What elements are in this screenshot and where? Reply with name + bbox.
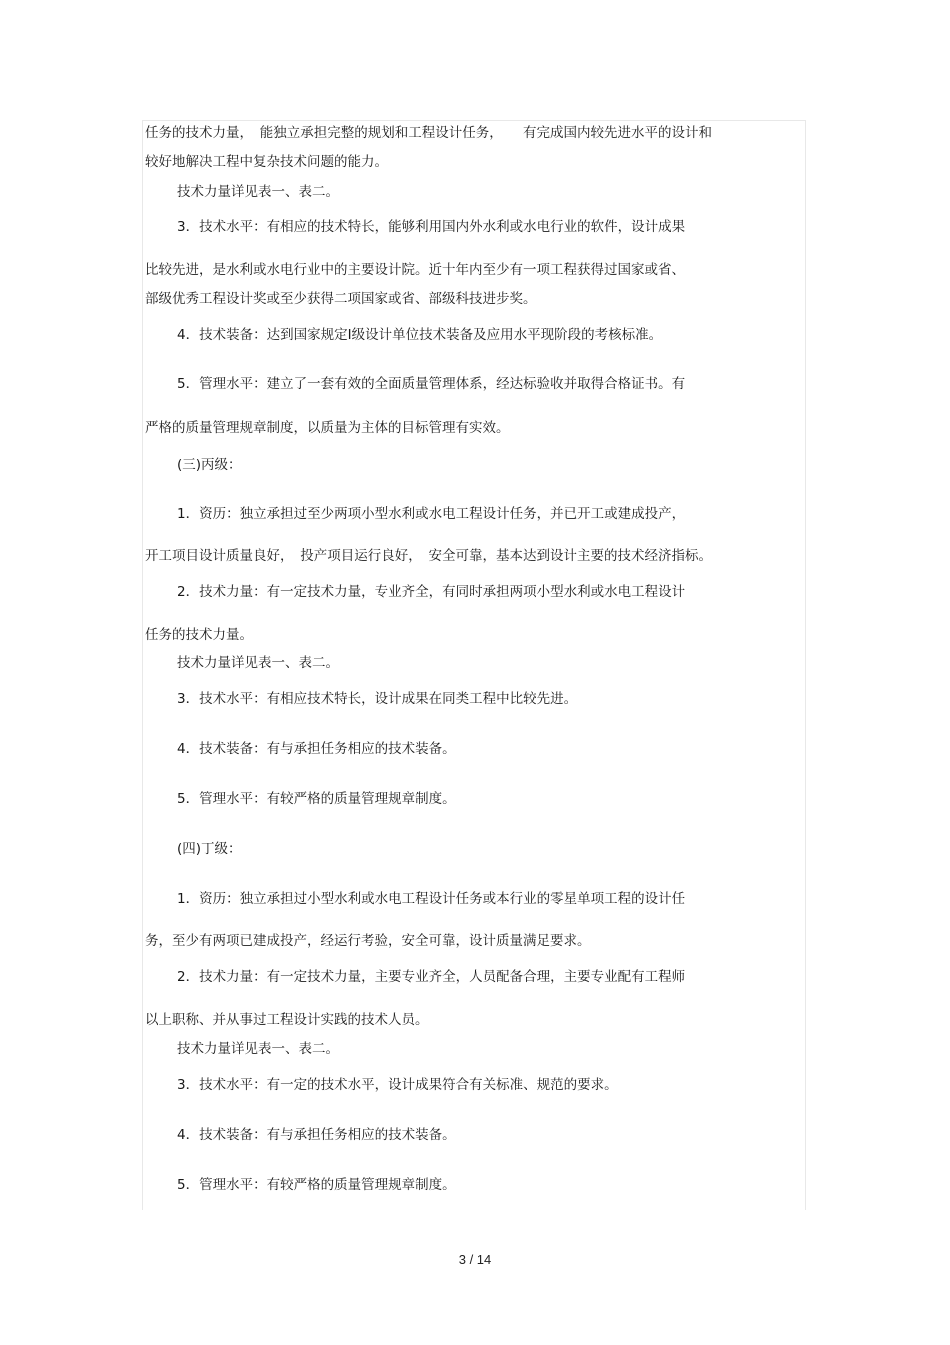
body-line: 任务的技术力量， 能独立承担完整的规划和工程设计任务， 有完成国内较先进水平的设计和 <box>145 125 712 141</box>
body-line: 务，至少有两项已建成投产，经运行考验，安全可靠，设计质量满足要求。 <box>145 933 591 949</box>
body-line: 5．管理水平：建立了一套有效的全面质量管理体系，经达标验收并取得合格证书。有 <box>177 376 686 392</box>
body-line: 3．技术水平：有相应的技术特长，能够利用国内外水利或水电行业的软件，设计成果 <box>177 219 686 235</box>
body-line: 5．管理水平：有较严格的质量管理规章制度。 <box>177 1177 456 1193</box>
body-line: 比较先进，是水利或水电行业中的主要设计院。近十年内至少有一项工程获得过国家或省、 <box>145 262 685 278</box>
body-line: 严格的质量管理规章制度，以质量为主体的目标管理有实效。 <box>145 420 510 436</box>
body-line: 4．技术装备：达到国家规定Ⅰ级设计单位技术装备及应用水平现阶段的考核标准。 <box>177 327 663 343</box>
section-heading: (四)丁级： <box>177 841 242 857</box>
body-line: 1．资历：独立承担过至少两项小型水利或水电工程设计任务，并已开工或建成投产， <box>177 506 686 522</box>
body-line: 3．技术水平：有一定的技术水平，设计成果符合有关标准、规范的要求。 <box>177 1077 618 1093</box>
body-line: 2．技术力量：有一定技术力量，主要专业齐全，人员配备合理，主要专业配有工程师 <box>177 969 686 985</box>
body-line: 较好地解决工程中复杂技术问题的能力。 <box>145 154 388 170</box>
body-line: 1．资历：独立承担过小型水利或水电工程设计任务或本行业的零星单项工程的设计任 <box>177 891 686 907</box>
body-line: 部级优秀工程设计奖或至少获得二项国家或省、部级科技进步奖。 <box>145 291 537 307</box>
page-number: 3 / 14 <box>458 1252 492 1267</box>
section-heading: (三)丙级： <box>177 457 242 473</box>
body-line: 5．管理水平：有较严格的质量管理规章制度。 <box>177 791 456 807</box>
body-line: 技术力量详见表一、表二。 <box>177 655 339 671</box>
body-line: 以上职称、并从事过工程设计实践的技术人员。 <box>145 1012 429 1028</box>
body-line: 技术力量详见表一、表二。 <box>177 1041 339 1057</box>
body-line: 4．技术装备：有与承担任务相应的技术装备。 <box>177 741 456 757</box>
body-line: 2．技术力量：有一定技术力量，专业齐全，有同时承担两项小型水利或水电工程设计 <box>177 584 686 600</box>
body-line: 3．技术水平：有相应技术特长，设计成果在同类工程中比较先进。 <box>177 691 578 707</box>
body-line: 任务的技术力量。 <box>145 627 253 643</box>
body-line: 开工项目设计质量良好， 投产项目运行良好， 安全可靠，基本达到设计主要的技术经济指标。 <box>145 548 712 564</box>
body-line: 4．技术装备：有与承担任务相应的技术装备。 <box>177 1127 456 1143</box>
body-line: 技术力量详见表一、表二。 <box>177 184 339 200</box>
